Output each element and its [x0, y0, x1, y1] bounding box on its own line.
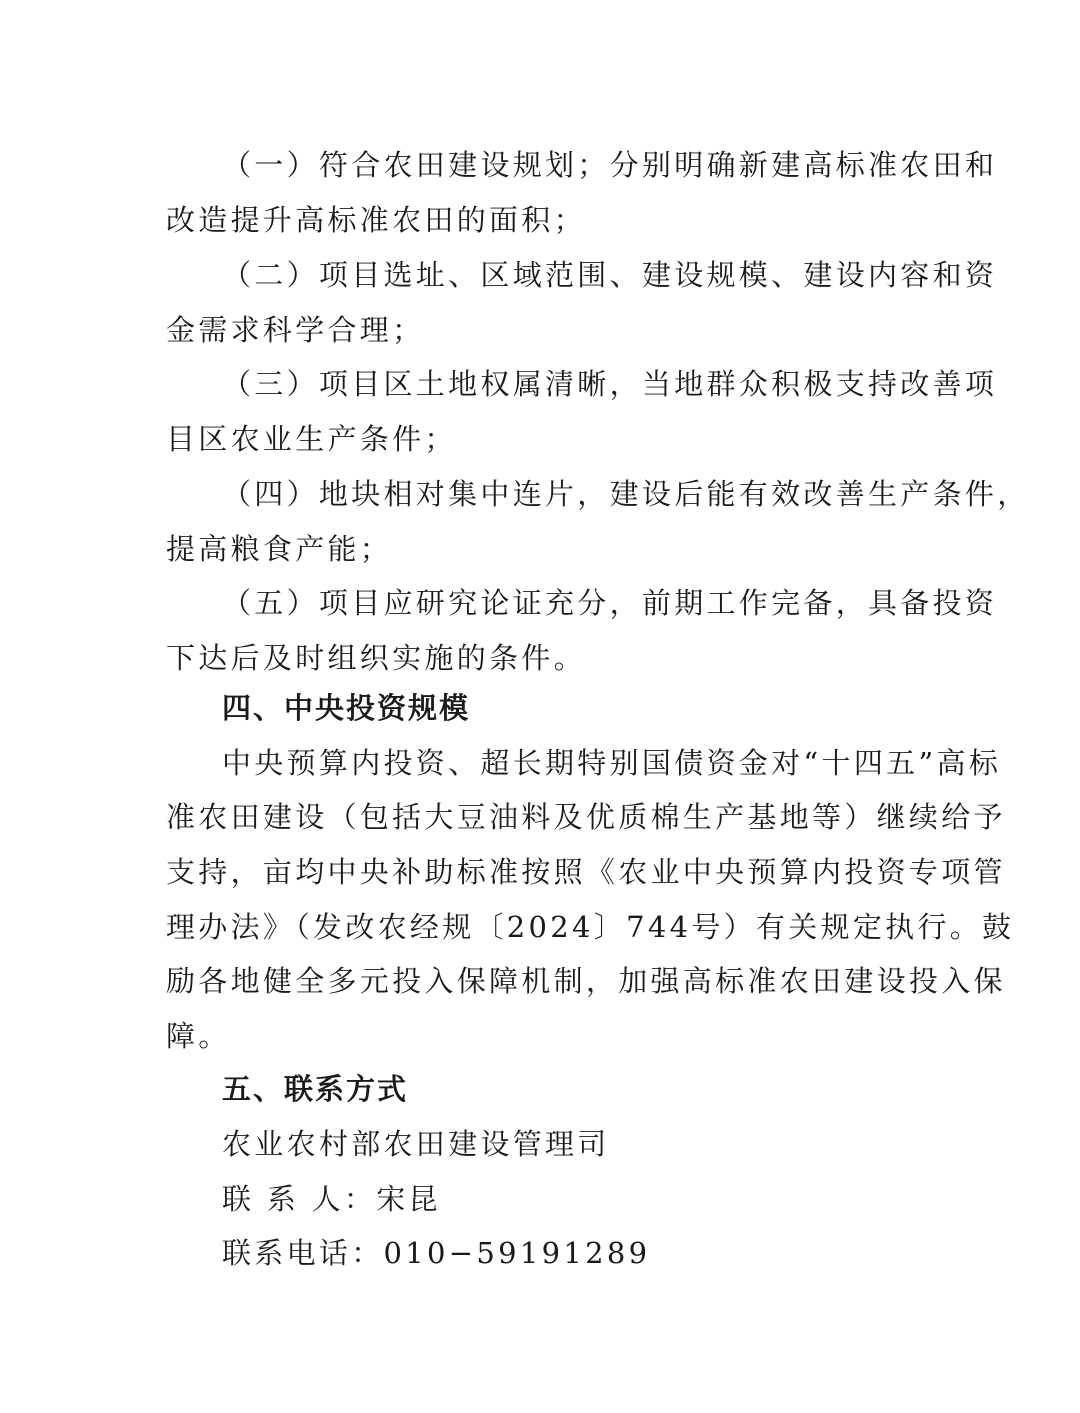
criterion-3-line-2: 目区农业生产条件； — [166, 422, 457, 456]
contact-person: 联 系 人：宋昆 — [222, 1182, 441, 1216]
criterion-3-line-1: （三）项目区土地权属清晰，当地群众积极支持改善项 — [222, 367, 998, 401]
contact-department: 农业农村部农田建设管理司 — [222, 1127, 610, 1161]
section-4-paragraph-line-3: 支持，亩均中央补助标准按照《农业中央预算内投资专项管 — [166, 855, 1006, 889]
criterion-1-line-1: （一）符合农田建设规划；分别明确新建高标准农田和 — [222, 148, 998, 182]
criterion-2-line-1: （二）项目选址、区域范围、建设规模、建设内容和资 — [222, 258, 998, 292]
section-4-heading: 四、中央投资规模 — [222, 691, 471, 725]
criterion-1-line-2: 改造提升高标准农田的面积； — [166, 203, 586, 237]
section-4-paragraph-line-1: 中央预算内投资、超长期特别国债资金对“十四五”高标 — [222, 746, 1002, 780]
contact-phone: 联系电话：010−59191289 — [222, 1236, 651, 1270]
section-4-paragraph-line-2: 准农田建设（包括大豆油料及优质棉生产基地等）继续给予 — [166, 800, 1006, 834]
criterion-5-line-1: （五）项目应研究论证充分，前期工作完备，具备投资 — [222, 586, 998, 620]
criterion-5-line-2: 下达后及时组织实施的条件。 — [166, 641, 586, 675]
section-4-paragraph-line-5: 励各地健全多元投入保障机制，加强高标准农田建设投入保 — [166, 964, 1006, 998]
section-4-paragraph-line-6: 障。 — [166, 1019, 231, 1053]
criterion-4-line-1: （四）地块相对集中连片，建设后能有效改善生产条件， — [222, 477, 1030, 511]
section-5-heading: 五、联系方式 — [222, 1072, 409, 1106]
criterion-2-line-2: 金需求科学合理； — [166, 313, 425, 347]
criterion-4-line-2: 提高粮食产能； — [166, 532, 393, 566]
section-4-paragraph-line-4: 理办法》（发改农经规〔2024〕744号）有关规定执行。鼓 — [166, 910, 1015, 944]
